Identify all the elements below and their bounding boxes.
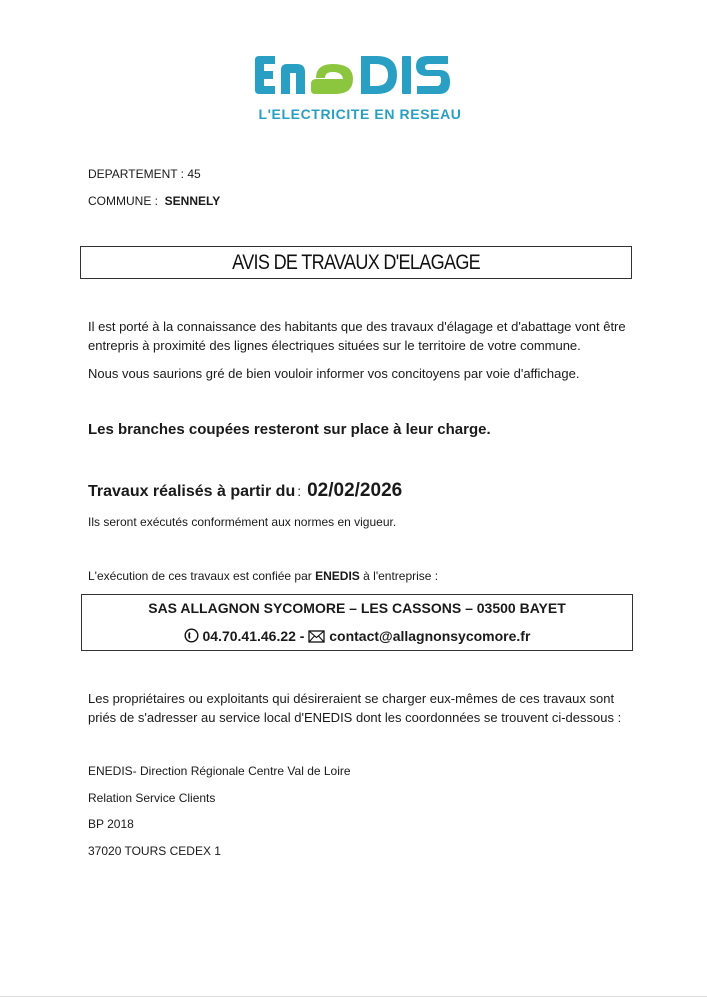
start-date-line (88, 480, 402, 502)
start-label: Travaux réalisés à partir du (88, 483, 296, 500)
execution-line (88, 569, 438, 583)
start-date: 02/02/2026 (307, 480, 403, 501)
company-name: SAS ALLAGNON SYCOMORE – LES CASSONS – 03500 BAYET (148, 600, 566, 616)
company-box (81, 594, 633, 651)
email-address[interactable]: contact@allagnonsycomore.fr (329, 628, 531, 644)
execution-prefix: L'exécution de ces travaux est confiée par (88, 569, 312, 583)
commune-value: SENNELY (164, 194, 221, 208)
owners-line-1: Les propriétaires ou exploitants qui désireraient se charger eux-mêmes de ces travaux sont (88, 691, 615, 706)
commune-line (88, 194, 220, 208)
intro-line-1: Il est porté à la connaissance des habitants que des travaux d'élagage et d'abattage vont être (88, 319, 626, 334)
title-box (80, 246, 632, 279)
owners-line-2: priés de s'adresser au service local d'ENEDIS dont les coordonnées se trouvent ci-dessous : (88, 710, 622, 725)
envelope-icon (308, 630, 325, 643)
phone-icon (184, 628, 199, 643)
page-bottom-edge (0, 996, 707, 997)
branches-notice: Les branches coupées resteront sur place à leur charge. (88, 421, 491, 438)
page-title: AVIS DE TRAVAUX D'ELAGAGE (232, 250, 480, 274)
commune-label: COMMUNE : (88, 194, 158, 208)
address-line-2: Relation Service Clients (88, 791, 216, 805)
intro-line-2: entrepris à proximité des lignes électriques situées sur le territoire de votre commune. (88, 338, 581, 353)
address-line-1: ENEDIS- Direction Régionale Centre Val de Loire (88, 764, 351, 778)
intro-line-3: Nous vous saurions gré de bien vouloir informer vos concitoyens par voie d'affichage. (88, 366, 580, 381)
logo-tagline: L'ELECTRICITE EN RESEAU (258, 106, 462, 122)
address-line-3: BP 2018 (88, 817, 134, 831)
enedis-logo (253, 52, 467, 98)
phone-number[interactable]: 04.70.41.46.22 (202, 628, 296, 644)
start-colon: : (297, 483, 302, 499)
address-line-4: 37020 TOURS CEDEX 1 (88, 844, 221, 858)
company-contact (82, 628, 632, 644)
departement-value: 45 (187, 167, 201, 181)
contact-separator: - (299, 628, 305, 644)
execution-company-ref: ENEDIS (315, 569, 360, 583)
departement-line (88, 167, 201, 181)
departement-label: DEPARTEMENT : (88, 167, 185, 181)
norms-text: Ils seront exécutés conformément aux normes en vigueur. (88, 515, 397, 529)
execution-suffix: à l'entreprise : (363, 569, 439, 583)
